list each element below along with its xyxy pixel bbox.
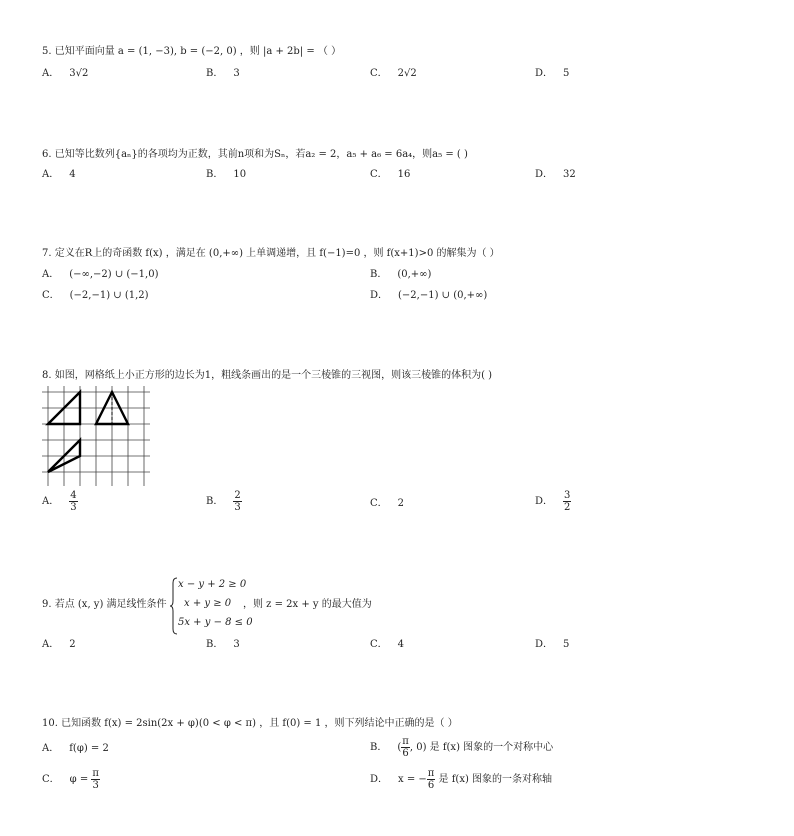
- q6-option-b[interactable]: [206, 168, 246, 182]
- fraction-numerator: 4: [70, 490, 77, 501]
- option-label: B．: [206, 169, 224, 180]
- option-prefix: x = −: [398, 774, 427, 785]
- left-brace-icon: [170, 577, 178, 635]
- fraction-denominator: 3: [70, 502, 77, 513]
- option-text: 2√2: [397, 68, 417, 79]
- fraction: [563, 490, 571, 513]
- option-text: (−2,−1) ∪ (1,2): [69, 290, 149, 301]
- fraction: [69, 490, 77, 513]
- option-suffix: , 0) 是 f(x) 图象的一个对称中心: [409, 742, 554, 753]
- option-label: C．: [370, 68, 388, 79]
- fraction-denominator: 3: [92, 780, 99, 791]
- option-text: 4: [69, 169, 76, 180]
- q9-option-a[interactable]: [42, 638, 76, 652]
- q5-stem: 5. 已知平面向量 a = (1, −3), b = (−2, 0) ，则 |a + 2b| = （ ）: [42, 46, 342, 57]
- constraint-3: 5x + y − 8 ≤ 0: [178, 617, 253, 628]
- option-suffix: 是 f(x) 图象的一条对称轴: [435, 774, 553, 785]
- fraction-denominator: 3: [234, 502, 241, 513]
- q5-option-b[interactable]: [206, 67, 240, 81]
- option-label: A．: [42, 496, 60, 507]
- option-label: A．: [42, 639, 60, 650]
- q7-stem: 7. 定义在R上的奇函数 f(x) ，满足在 (0,+∞) 上单调递增，且 f(−1)=0 ，则 f(x+1)>0 的解集为（ ）: [42, 248, 500, 259]
- option-label: D．: [535, 169, 554, 180]
- q10-option-d[interactable]: [370, 768, 552, 791]
- q6-stem: 6. 已知等比数列{aₙ}的各项均为正数，其前n项和为Sₙ，若a₂ = 2，a₅ + a₆ = 6a₄，则a₅ = ( ): [42, 149, 468, 160]
- fraction-denominator: 6: [427, 780, 435, 791]
- option-label: D．: [535, 68, 554, 79]
- q7-option-b[interactable]: [370, 268, 431, 282]
- q9-stem-suffix: ，则 z = 2x + y 的最大值为: [243, 599, 372, 610]
- option-text: 10: [233, 169, 247, 180]
- option-label: D．: [370, 290, 389, 301]
- option-label: B．: [206, 496, 224, 507]
- q5-option-a[interactable]: [42, 67, 88, 81]
- option-label: B．: [206, 639, 224, 650]
- fraction-numerator: π: [427, 768, 435, 779]
- fraction-numerator: 3: [564, 490, 571, 501]
- q6-option-a[interactable]: [42, 168, 76, 182]
- option-label: B．: [370, 269, 388, 280]
- q8-option-c[interactable]: [370, 497, 404, 511]
- option-label: D．: [535, 639, 554, 650]
- constraint-2: x + y ≥ 0: [184, 598, 232, 609]
- constraint-1: x − y + 2 ≥ 0: [178, 579, 247, 590]
- option-text: 4: [397, 639, 405, 650]
- q7-option-d[interactable]: [370, 289, 487, 303]
- option-text: 2: [69, 639, 76, 650]
- option-text: 2: [397, 498, 405, 509]
- q6-option-d[interactable]: [535, 168, 576, 182]
- option-prefix: (: [397, 742, 402, 753]
- fraction-numerator: π: [92, 768, 99, 779]
- option-label: C．: [370, 639, 388, 650]
- q9-option-b[interactable]: [206, 638, 240, 652]
- q10-stem: 10. 已知函数 f(x) = 2sin(2x + φ)(0 < φ < π) ，且 f(0) = 1 ，则下列结论中正确的是（ ）: [42, 718, 458, 729]
- option-label: C．: [370, 169, 388, 180]
- q8-option-a[interactable]: [42, 490, 78, 513]
- option-label: A．: [42, 169, 60, 180]
- option-text: 5: [563, 68, 570, 79]
- fraction-numerator: π: [402, 736, 409, 747]
- option-text: 3√2: [69, 68, 89, 79]
- fraction-denominator: 6: [402, 748, 409, 759]
- q7-option-c[interactable]: [42, 289, 149, 303]
- option-text: 5: [563, 639, 570, 650]
- q9-option-c[interactable]: [370, 638, 404, 652]
- option-text: (−2,−1) ∪ (0,+∞): [398, 290, 488, 301]
- option-label: C．: [42, 774, 60, 785]
- fraction-denominator: 2: [564, 502, 571, 513]
- q6-option-c[interactable]: [370, 168, 410, 182]
- option-text: f(φ) = 2: [69, 743, 109, 754]
- option-label: A．: [42, 68, 60, 79]
- option-text: 32: [563, 169, 576, 180]
- option-label: B．: [206, 68, 224, 79]
- option-label: D．: [535, 496, 554, 507]
- fraction: [401, 736, 410, 759]
- option-text: 3: [233, 68, 240, 79]
- option-label: A．: [42, 743, 60, 754]
- option-label: C．: [370, 498, 388, 509]
- option-text: 3: [233, 639, 240, 650]
- option-label: A．: [42, 269, 60, 280]
- q8-option-d[interactable]: [535, 490, 571, 513]
- q8-stem: 8. 如图，网格纸上小正方形的边长为1，粗线条画出的是一个三棱锥的三视图，则该三棱锥的体积为( ): [42, 370, 493, 381]
- option-label: B．: [370, 742, 388, 753]
- three-view-grid-figure: [42, 386, 150, 486]
- q5-option-d[interactable]: [535, 67, 569, 81]
- q10-option-a[interactable]: [42, 742, 109, 756]
- option-prefix: φ =: [69, 774, 92, 785]
- q10-option-c[interactable]: [42, 768, 100, 791]
- option-text: 16: [397, 169, 411, 180]
- fraction: [233, 490, 241, 513]
- q8-option-b[interactable]: [206, 490, 242, 513]
- q7-option-a[interactable]: [42, 268, 159, 282]
- option-text: (0,+∞): [397, 269, 432, 280]
- q5-option-c[interactable]: [370, 67, 417, 81]
- q10-option-b[interactable]: [370, 736, 553, 759]
- fraction-numerator: 2: [234, 490, 241, 501]
- q9-stem-prefix: 9. 若点 (x, y) 满足线性条件: [42, 599, 167, 610]
- fraction: [91, 768, 100, 791]
- option-text: (−∞,−2) ∪ (−1,0): [69, 269, 159, 280]
- option-label: C．: [42, 290, 60, 301]
- q9-option-d[interactable]: [535, 638, 569, 652]
- option-label: D．: [370, 774, 389, 785]
